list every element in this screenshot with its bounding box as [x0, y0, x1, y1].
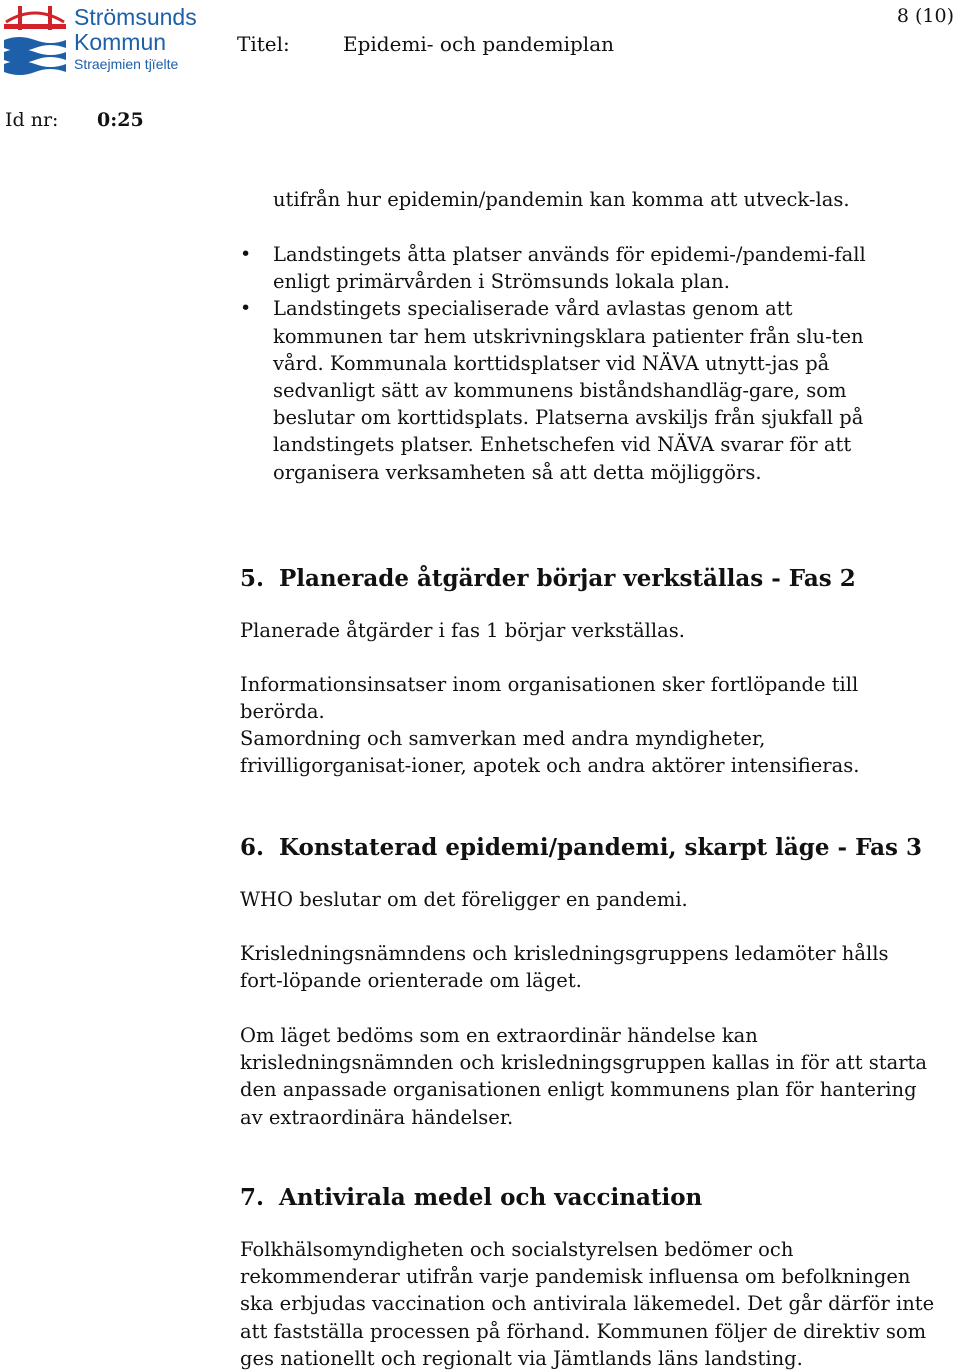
title-label: Titel:: [237, 32, 290, 56]
document-title: Epidemi- och pandemiplan: [343, 32, 615, 56]
paragraph: Folkhälsomyndigheten och socialstyrelsen bedömer och rekommenderar utifrån varje pandemisk influensa om befolkningen ska erbjudas vaccination och antivirala läkemedel. Det går därför inte att fastställa processen på förhand. Kommunen följer de direktiv som ges nationellt och regionalt via Jämtlands läns landsting.: [240, 1238, 935, 1370]
continued-text: utifrån hur epidemin/pandemin kan komma att utveck-las.: [273, 188, 850, 211]
paragraph: Planerade åtgärder i fas 1 börjar verkställas.: [240, 619, 685, 642]
section-heading-7: [240, 1184, 702, 1211]
bullet-text: Landstingets åtta platser används för epidemi-/pandemi-fall enligt primärvården i Strömsunds lokala plan.: [273, 243, 866, 294]
section-heading-5: [240, 565, 856, 592]
paragraph: WHO beslutar om det föreligger en pandemi.: [240, 888, 688, 911]
paragraph: Krisledningsnämndens och krisledningsgruppens ledamöter hålls fort-löpande orienterade om läget.: [240, 942, 889, 993]
section-title: Antivirala medel och vaccination: [279, 1184, 703, 1211]
logo-name-line1: Strömsunds: [74, 4, 197, 30]
id-label: Id nr:: [5, 109, 59, 131]
bullet-list: [240, 241, 880, 486]
logo-name-line3: Straejmien tjïelte: [74, 56, 179, 72]
municipality-logo: [4, 2, 197, 82]
section-title: Planerade åtgärder börjar verkställas - Fas 2: [279, 565, 856, 592]
paragraph: Om läget bedöms som en extraordinär händelse kan krisledningsnämnden och krisledningsgruppen kallas in för att starta den anpassade organisationen enligt kommunens plan för hantering av extraordinära händelser.: [240, 1024, 927, 1129]
paragraph: Samordning och samverkan med andra myndigheter, frivilligorganisat-ioner, apotek och andra aktörer intensifieras.: [240, 727, 860, 778]
paragraph: Informationsinsatser inom organisationen sker fortlöpande till berörda.: [240, 673, 859, 724]
id-value: 0:25: [97, 109, 144, 131]
bridge-logo-icon: [4, 2, 66, 80]
list-item: [240, 241, 880, 295]
section-number: 7.: [240, 1184, 265, 1211]
section-number: 5.: [240, 565, 265, 592]
logo-name-line2: Kommun: [74, 29, 167, 55]
section-heading-6: [240, 834, 922, 861]
section-number: 6.: [240, 834, 265, 861]
section-title: Konstaterad epidemi/pandemi, skarpt läge - Fas 3: [279, 834, 923, 861]
page-number: 8 (10): [896, 5, 954, 27]
bullet-text: Landstingets specialiserade vård avlastas genom att kommunen tar hem utskrivningsklara patienter från slu-ten vård. Kommunala korttidsplatser vid NÄVA utnytt-jas på sedvanligt sätt av kommunens biståndshandläg-gare, som beslutar om korttidsplats. Platserna avskiljs från sjukfall på landstingets platser. Enhetschefen vid NÄVA svarar för att organisera verksamheten så att detta möjliggörs.: [273, 297, 864, 484]
list-item: [240, 295, 880, 485]
